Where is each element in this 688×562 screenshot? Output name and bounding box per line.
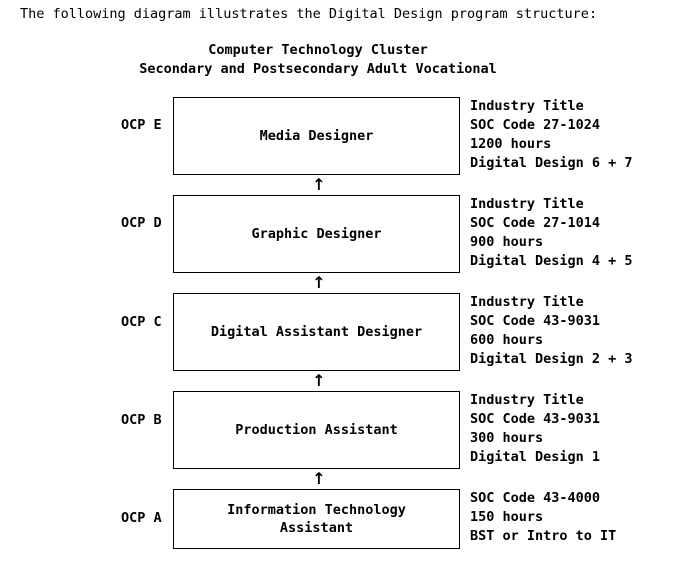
up-arrow-icon: ↑ <box>312 273 326 292</box>
level-box-graphic-designer <box>173 195 460 273</box>
info-line: Digital Design 6 + 7 <box>470 155 633 171</box>
level-title: Media Designer <box>259 128 374 144</box>
info-line: Industry Title <box>470 196 584 212</box>
info-line: SOC Code 43-4000 <box>470 490 601 506</box>
ocp-label-c: OCP C <box>121 314 162 330</box>
level-info-e <box>470 97 685 173</box>
info-line: Industry Title <box>470 98 584 114</box>
up-arrow-icon: ↑ <box>312 469 326 488</box>
level-box-digital-assistant-designer <box>173 293 460 371</box>
info-line: Industry Title <box>470 392 584 408</box>
info-line: 1200 hours <box>470 136 552 152</box>
ocp-label-d: OCP D <box>121 215 162 231</box>
info-line: 900 hours <box>470 234 544 250</box>
info-line: SOC Code 27-1024 <box>470 117 601 133</box>
ocp-label-e: OCP E <box>121 117 162 133</box>
intro-text: The following diagram illustrates the Digital Design program structure: <box>20 6 598 22</box>
info-line: Industry Title <box>470 294 584 310</box>
level-info-c <box>470 293 685 369</box>
level-title: Digital Assistant Designer <box>210 324 423 340</box>
level-title: Production Assistant <box>235 422 398 438</box>
level-box-information-technology-assistant <box>173 489 460 549</box>
level-info-d <box>470 195 685 271</box>
info-line: BST or Intro to IT <box>470 528 617 544</box>
up-arrow-icon: ↑ <box>312 175 326 194</box>
ocp-label-b: OCP B <box>121 412 162 428</box>
info-line: Digital Design 1 <box>470 449 601 465</box>
info-line: 300 hours <box>470 430 544 446</box>
up-arrow-icon: ↑ <box>312 371 326 390</box>
info-line: 150 hours <box>470 509 544 525</box>
ocp-label-a: OCP A <box>121 510 162 526</box>
level-info-b <box>470 391 685 467</box>
info-line: SOC Code 43-9031 <box>470 411 601 427</box>
level-box-media-designer <box>173 97 460 175</box>
level-box-production-assistant <box>173 391 460 469</box>
info-line: Digital Design 2 + 3 <box>470 351 633 367</box>
level-info-a <box>470 489 685 546</box>
cluster-title: Computer Technology Cluster <box>208 42 428 58</box>
info-line: 600 hours <box>470 332 544 348</box>
info-line: SOC Code 27-1014 <box>470 215 601 231</box>
cluster-subtitle: Secondary and Postsecondary Adult Vocational <box>139 61 497 77</box>
info-line: SOC Code 43-9031 <box>470 313 601 329</box>
level-title: Information Technology Assistant <box>227 502 406 536</box>
info-line: Digital Design 4 + 5 <box>470 253 633 269</box>
level-title: Graphic Designer <box>251 226 382 242</box>
